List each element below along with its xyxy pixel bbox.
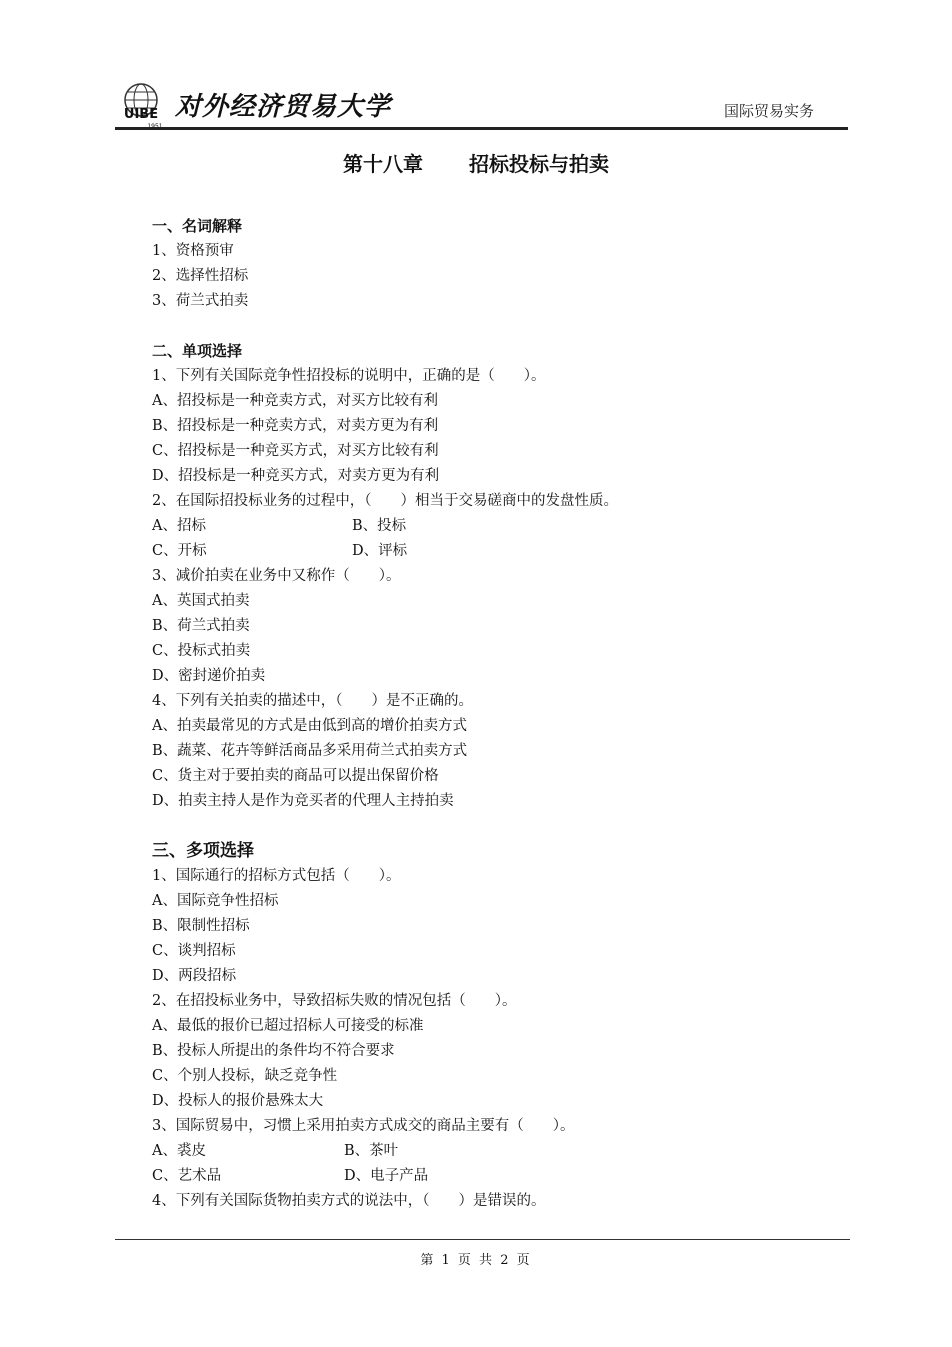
question: 4、下列有关拍卖的描述中，（ ）是不正确的。 [152,693,473,709]
option: D、评标 [352,543,408,559]
chapter-name: 招标投标与拍卖 [469,152,609,176]
question: 4、下列有关国际货物拍卖方式的说法中，（ ）是错误的。 [152,1193,546,1209]
option: D、密封递价拍卖 [152,668,266,684]
question: 1、国际通行的招标方式包括（ ）。 [152,868,401,884]
course-name: 国际贸易实务 [723,102,814,120]
section-heading: 一、名词解释 [152,217,243,235]
option: B、茶叶 [344,1143,399,1159]
option: C、个别人投标，缺乏竞争性 [152,1068,338,1084]
option-row [152,1139,832,1164]
option: A、招投标是一种竞卖方式，对买方比较有利 [152,393,438,409]
term-item: 3、荷兰式拍卖 [152,293,249,309]
term-item: 1、资格预审 [152,243,234,259]
chapter-title [0,148,952,177]
option-row [152,514,832,539]
option: B、限制性招标 [152,918,250,934]
university-name: 对外经济贸易大学 [175,92,392,122]
option: A、国际竞争性招标 [152,893,279,909]
logo-text: UIBE [123,107,159,122]
footer-divider [115,1239,850,1240]
question: 2、在招投标业务中，导致招标失败的情况包括（ ）。 [152,993,517,1009]
page-number: 第 1 页 共 2 页 [420,1253,532,1268]
question: 2、在国际招投标业务的过程中，（ ）相当于交易磋商中的发盘性质。 [152,493,618,509]
option: A、英国式拍卖 [152,593,250,609]
option: C、谈判招标 [152,943,236,959]
page-header [115,78,848,130]
university-logo-icon [115,78,167,130]
option: A、拍卖最常见的方式是由低到高的增价拍卖方式 [152,718,467,734]
option: B、招投标是一种竞卖方式，对卖方更为有利 [152,418,439,434]
header-divider [115,127,848,130]
exercise-content [152,214,832,1214]
option: A、招标 [152,518,206,534]
option: C、投标式拍卖 [152,643,251,659]
question: 3、减价拍卖在业务中又称作（ ）。 [152,568,401,584]
option: A、最低的报价已超过招标人可接受的标准 [152,1018,424,1034]
option: B、投标 [352,518,407,534]
option: C、艺术品 [152,1168,222,1184]
question: 3、国际贸易中，习惯上采用拍卖方式成交的商品主要有（ ）。 [152,1118,575,1134]
option: B、投标人所提出的条件均不符合要求 [152,1043,395,1059]
question: 1、下列有关国际竞争性招投标的说明中，正确的是（ ）。 [152,368,546,384]
option: A、裘皮 [152,1143,206,1159]
section-heading: 三、多项选择 [152,841,254,861]
option: C、开标 [152,543,207,559]
option-row [152,1164,832,1189]
option: D、拍卖主持人是作为竞买者的代理人主持拍卖 [152,793,454,809]
option: D、两段招标 [152,968,237,984]
section-heading: 二、单项选择 [152,342,243,360]
option: B、荷兰式拍卖 [152,618,250,634]
option: B、蔬菜、花卉等鲜活商品多采用荷兰式拍卖方式 [152,743,468,759]
chapter-number: 第十八章 [343,152,423,176]
option: D、电子产品 [344,1168,429,1184]
option: D、招投标是一种竞买方式，对卖方更为有利 [152,468,440,484]
option: D、投标人的报价悬殊太大 [152,1093,324,1109]
option: C、货主对于要拍卖的商品可以提出保留价格 [152,768,439,784]
option: C、招投标是一种竞买方式，对买方比较有利 [152,443,439,459]
term-item: 2、选择性招标 [152,268,249,284]
option-row [152,539,832,564]
